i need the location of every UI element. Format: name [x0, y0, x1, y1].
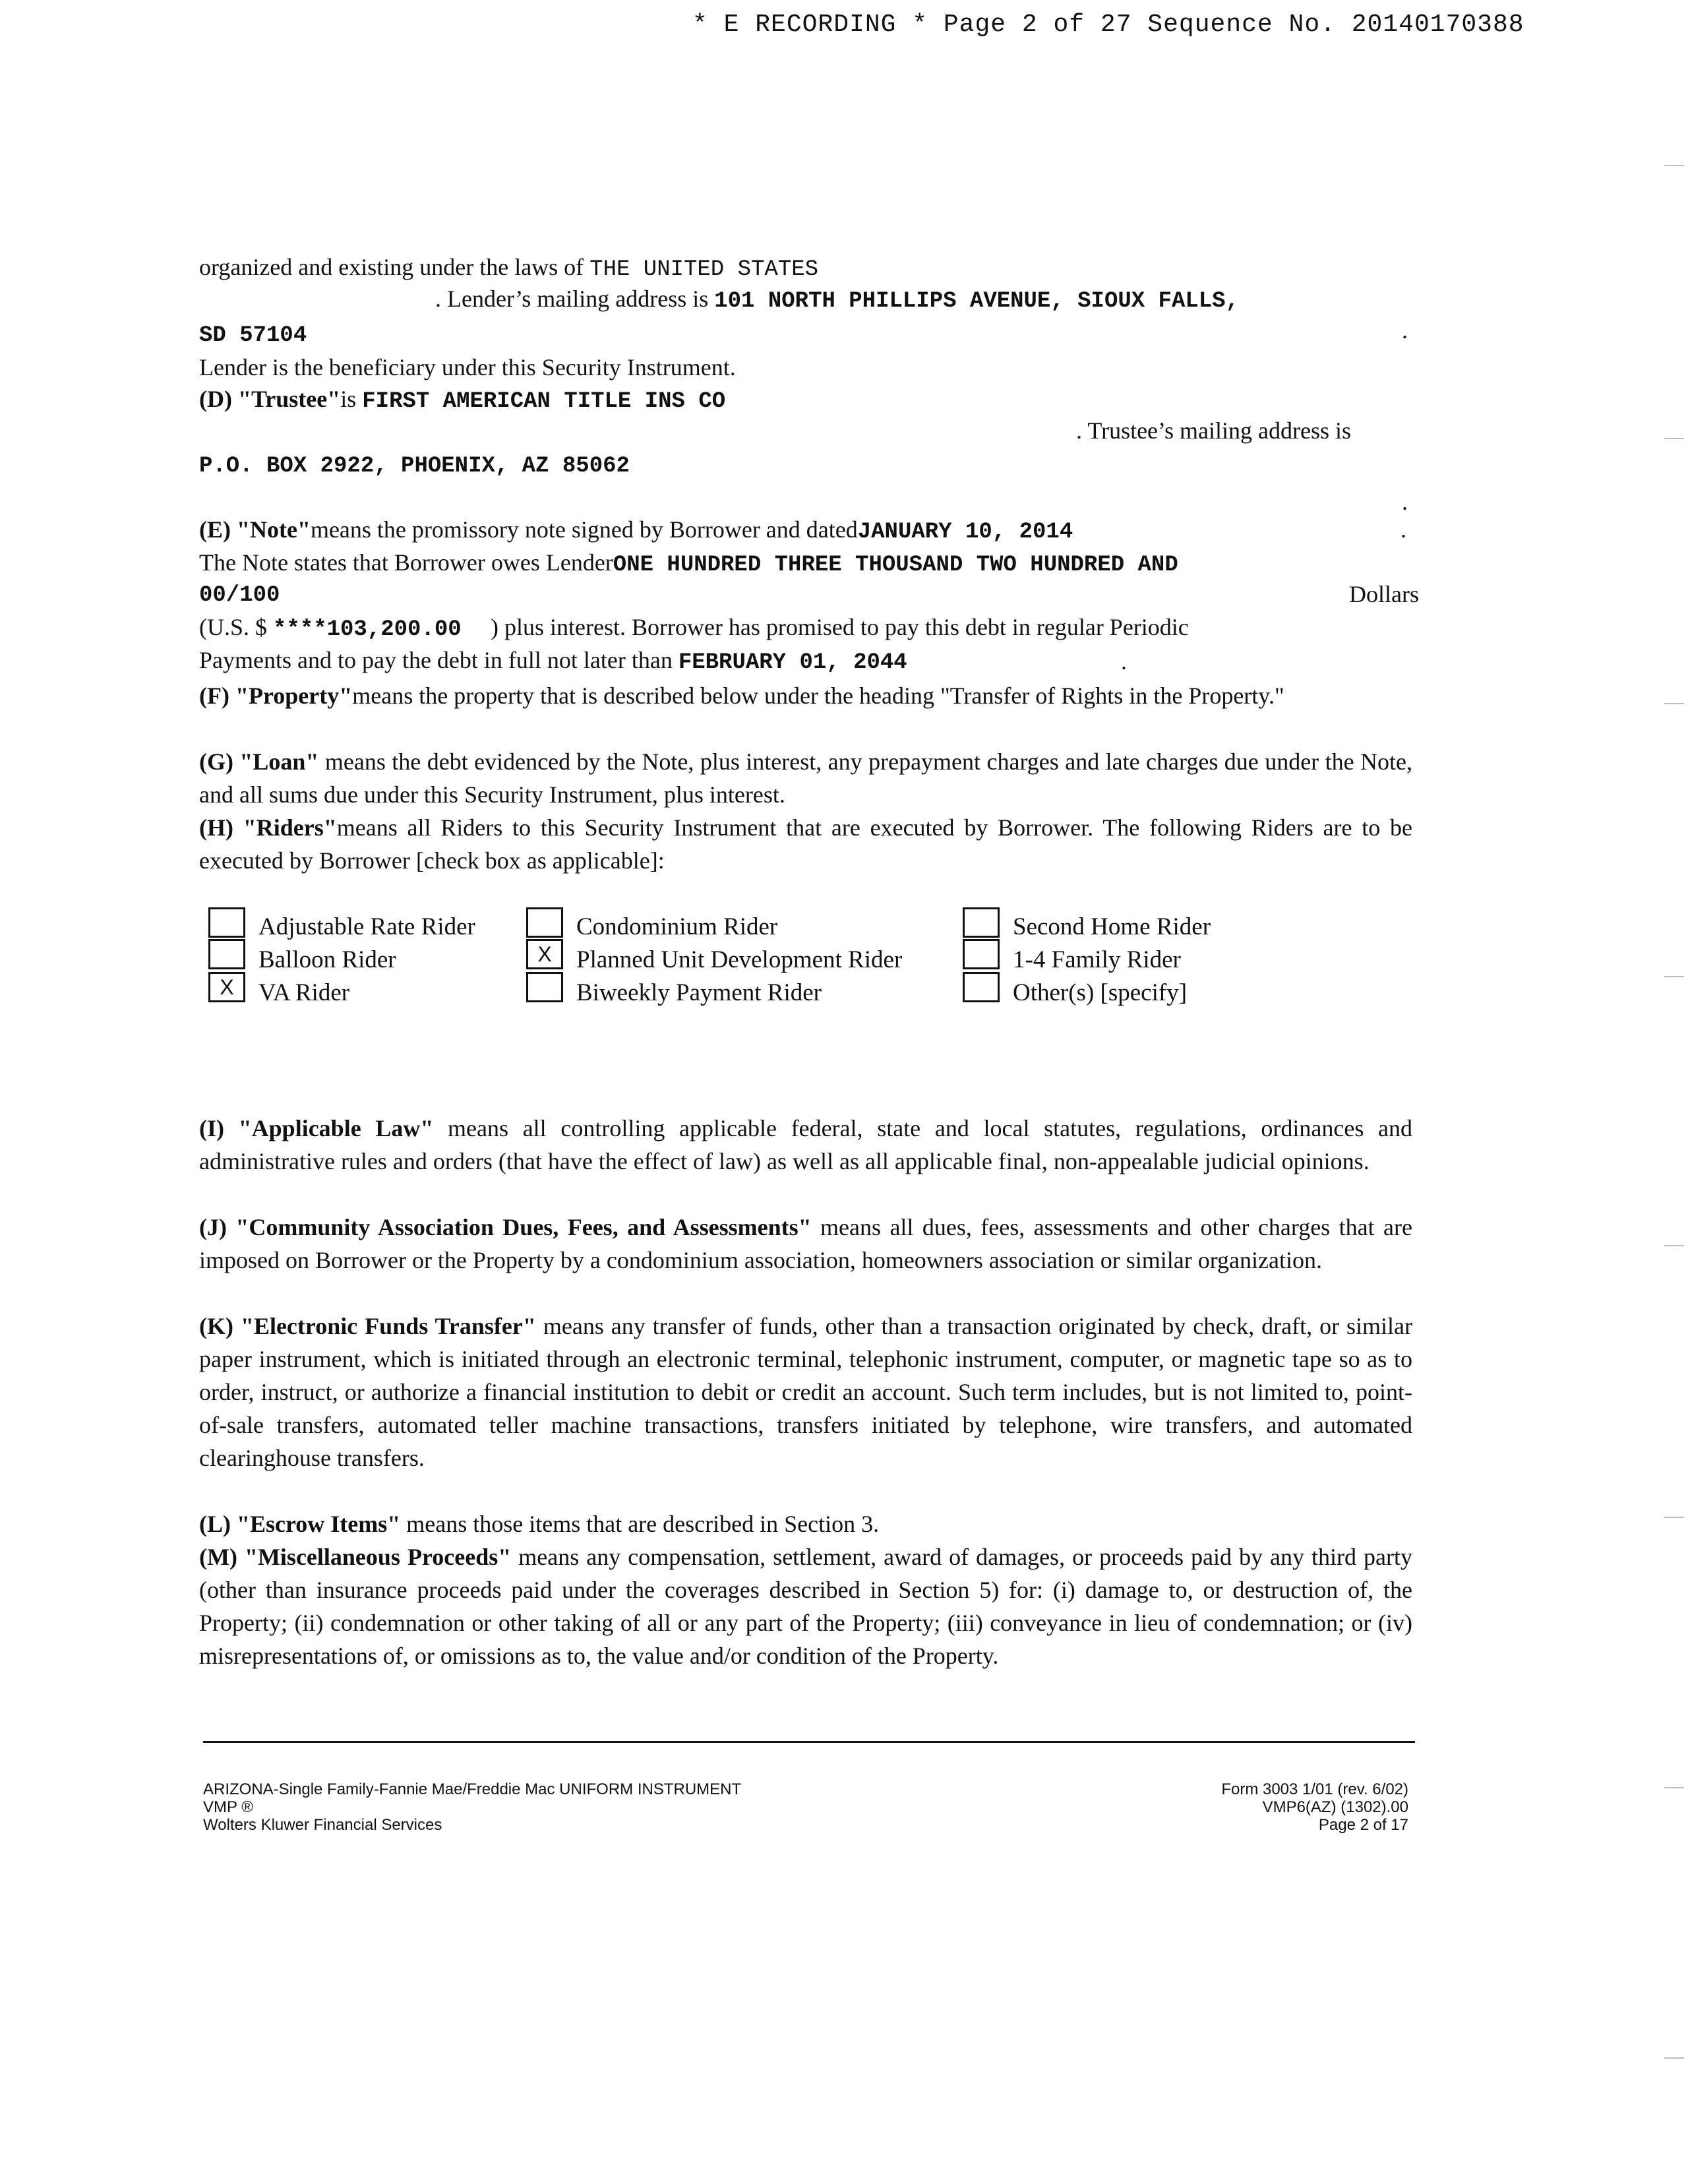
trustee-is: is: [340, 386, 357, 412]
eft-label: (K) "Electronic Funds Transfer": [199, 1313, 536, 1339]
property-text: means the property that is described below under the heading "Transfer of Rights in the Property.": [352, 682, 1284, 709]
rider-checkbox-biweekly[interactable]: [526, 972, 563, 1002]
applicable-law-label: (I) "Applicable Law": [199, 1115, 434, 1141]
note-line-5: [199, 646, 907, 675]
rider-checkbox-second-home[interactable]: [963, 907, 1000, 938]
note-line-4: [199, 613, 1189, 642]
trustee-line: [199, 385, 725, 414]
escrow-items-definition: [199, 1507, 1412, 1540]
rider-checkbox-others[interactable]: [963, 972, 1000, 1002]
rider-label-va: VA Rider: [258, 979, 350, 1006]
community-dues-label: (J) "Community Association Dues, Fees, and Assessments": [199, 1214, 812, 1240]
trustee-label: (D) "Trustee": [199, 386, 341, 412]
trustee-name: FIRST AMERICAN TITLE INS CO: [362, 389, 726, 414]
note-text-4: Payments and to pay the debt in full not later than: [199, 647, 673, 673]
footer-vmp-code: VMP6(AZ) (1302).00: [1262, 1798, 1408, 1816]
footer-vmp: VMP ®: [203, 1798, 253, 1816]
loan-definition: [199, 745, 1412, 811]
rider-checkbox-adjustable-rate[interactable]: [208, 907, 245, 938]
lender-beneficiary-line: Lender is the beneficiary under this Security Instrument.: [199, 354, 736, 380]
rider-label-second-home: Second Home Rider: [1013, 913, 1211, 940]
rider-checkbox-condominium[interactable]: [526, 907, 563, 938]
recording-header: * E RECORDING * Page 2 of 27 Sequence No. 20140170388: [692, 11, 1524, 39]
period-mark: .: [1402, 317, 1408, 344]
footer-page-number: Page 2 of 17: [1318, 1816, 1408, 1834]
loan-text: means the debt evidenced by the Note, plus interest, any prepayment charges and late charges due under the Note, and all sums due under this Security Instrument, plus interest.: [199, 748, 1413, 808]
rider-label-biweekly: Biweekly Payment Rider: [576, 979, 822, 1006]
footer-right: [1221, 1780, 1408, 1834]
footer-form-number: Form 3003 1/01 (rev. 6/02): [1221, 1780, 1408, 1798]
community-dues-text: means all dues, fees, assessments and other charges that are imposed on Borrower or the Property by a condominium association, homeowners association or similar organization.: [199, 1214, 1412, 1273]
note-line-2: [199, 549, 1178, 578]
property-definition: [199, 679, 1412, 712]
scan-mark: [1664, 438, 1684, 439]
lender-laws-prefix: organized and existing under the laws of: [199, 254, 584, 280]
lender-laws-of: THE UNITED STATES: [589, 257, 819, 282]
riders-definition: [199, 811, 1412, 877]
note-amount: ****103,200.00: [273, 617, 462, 642]
lender-mailing-line: [435, 285, 1239, 314]
note-text-3: ) plus interest. Borrower has promised to pay this debt in regular Periodic: [491, 614, 1189, 640]
trustee-mailing-prefix: . Trustee’s mailing address is: [1076, 417, 1352, 444]
lender-laws-line: [199, 253, 818, 282]
trustee-address: P.O. BOX 2922, PHOENIX, AZ 85062: [199, 454, 630, 479]
applicable-law-text: means all controlling applicable federal, state and local statutes, regulations, ordinances and administrative rules and orders (that have the effect of law) as well as all applicable final, non-appealable judicial opinions.: [199, 1115, 1413, 1174]
period-mark: .: [1402, 489, 1408, 515]
rider-checkbox-pud[interactable]: X: [526, 939, 563, 969]
note-amount-words-1: ONE HUNDRED THREE THOUSAND TWO HUNDRED AND: [613, 553, 1178, 578]
note-dollars: Dollars: [1349, 581, 1419, 607]
rider-label-1-4-family: 1-4 Family Rider: [1013, 946, 1181, 973]
rider-label-condominium: Condominium Rider: [576, 913, 778, 940]
period-mark: .: [1121, 648, 1127, 675]
escrow-items-label: (L) "Escrow Items": [199, 1511, 401, 1537]
note-date: JANUARY 10, 2014: [857, 520, 1073, 545]
scan-mark: [1664, 2057, 1684, 2059]
eft-text: means any transfer of funds, other than a transaction originated by check, draft, or similar paper instrument, which is initiated through an electronic terminal, telephonic instrument, computer, or magnetic tape so as to order, instruct, or authorize a financial institution to debit or credit an account. Such term includes, but is not limited to, point-of-sale transfers, automated teller machine transactions, transfers initiated by telephone, wire transfers, and automated clearinghouse transfers.: [199, 1313, 1413, 1471]
escrow-items-text: means those items that are described in Section 3.: [406, 1511, 880, 1537]
property-label: (F) "Property": [199, 682, 353, 709]
misc-proceeds-definition: [199, 1540, 1412, 1672]
riders-text: means all Riders to this Security Instrument that are executed by Borrower. The following Riders are to be executed by Borrower [check box as applicable]:: [199, 814, 1412, 874]
rider-checkbox-1-4-family[interactable]: [963, 939, 1000, 969]
community-dues-definition: [199, 1211, 1412, 1277]
footer-left: [203, 1780, 741, 1834]
scan-mark: [1664, 703, 1684, 704]
note-us-prefix: (U.S. $: [199, 614, 268, 640]
scan-mark: [1664, 165, 1684, 166]
misc-proceeds-label: (M) "Miscellaneous Proceeds": [199, 1544, 512, 1570]
rider-checkbox-balloon[interactable]: [208, 939, 245, 969]
note-amount-words-2: 00/100: [199, 583, 280, 608]
note-text-1: means the promissory note signed by Borrower and dated: [310, 516, 858, 543]
scan-mark: [1664, 1245, 1684, 1246]
scan-mark: [1664, 1787, 1684, 1788]
rider-label-pud: Planned Unit Development Rider: [576, 946, 903, 973]
applicable-law-definition: [199, 1112, 1412, 1178]
rider-label-balloon: Balloon Rider: [258, 946, 396, 973]
loan-label: (G) "Loan": [199, 748, 319, 775]
period-mark: .: [1401, 516, 1406, 543]
note-text-2: The Note states that Borrower owes Lender: [199, 549, 613, 576]
misc-proceeds-text: means any compensation, settlement, award of damages, or proceeds paid by any third party (other than insurance proceeds paid under the coverages described in Section 5) for: (i) damage to, or destruction of, the Property; (ii) condemnation or other taking of all or any part of the Property; (iii) conveyance in lieu of condemnation; or (iv) misrepresentations of, or omissions as to, the value and/or condition of the Property.: [199, 1544, 1413, 1669]
rider-checkbox-va[interactable]: X: [208, 972, 245, 1002]
note-line-1: [199, 516, 1073, 545]
lender-mailing-prefix: . Lender’s mailing address is: [435, 286, 709, 312]
rider-label-adjustable-rate: Adjustable Rate Rider: [258, 913, 475, 940]
footer-publisher: Wolters Kluwer Financial Services: [203, 1816, 442, 1834]
rider-label-others: Other(s) [specify]: [1013, 979, 1188, 1006]
scan-mark: [1664, 976, 1684, 977]
footer-form-title: ARIZONA-Single Family-Fannie Mae/Freddie Mac UNIFORM INSTRUMENT: [203, 1780, 742, 1798]
lender-mailing-address-2: SD 57104: [199, 323, 307, 348]
eft-definition: [199, 1310, 1412, 1474]
footer-rule: [203, 1741, 1415, 1743]
scan-mark: [1664, 1517, 1684, 1518]
riders-label: (H) "Riders": [199, 814, 337, 841]
note-label: (E) "Note": [199, 516, 311, 543]
lender-mailing-address-1: 101 NORTH PHILLIPS AVENUE, SIOUX FALLS,: [714, 289, 1239, 314]
note-maturity: FEBRUARY 01, 2044: [678, 650, 907, 675]
